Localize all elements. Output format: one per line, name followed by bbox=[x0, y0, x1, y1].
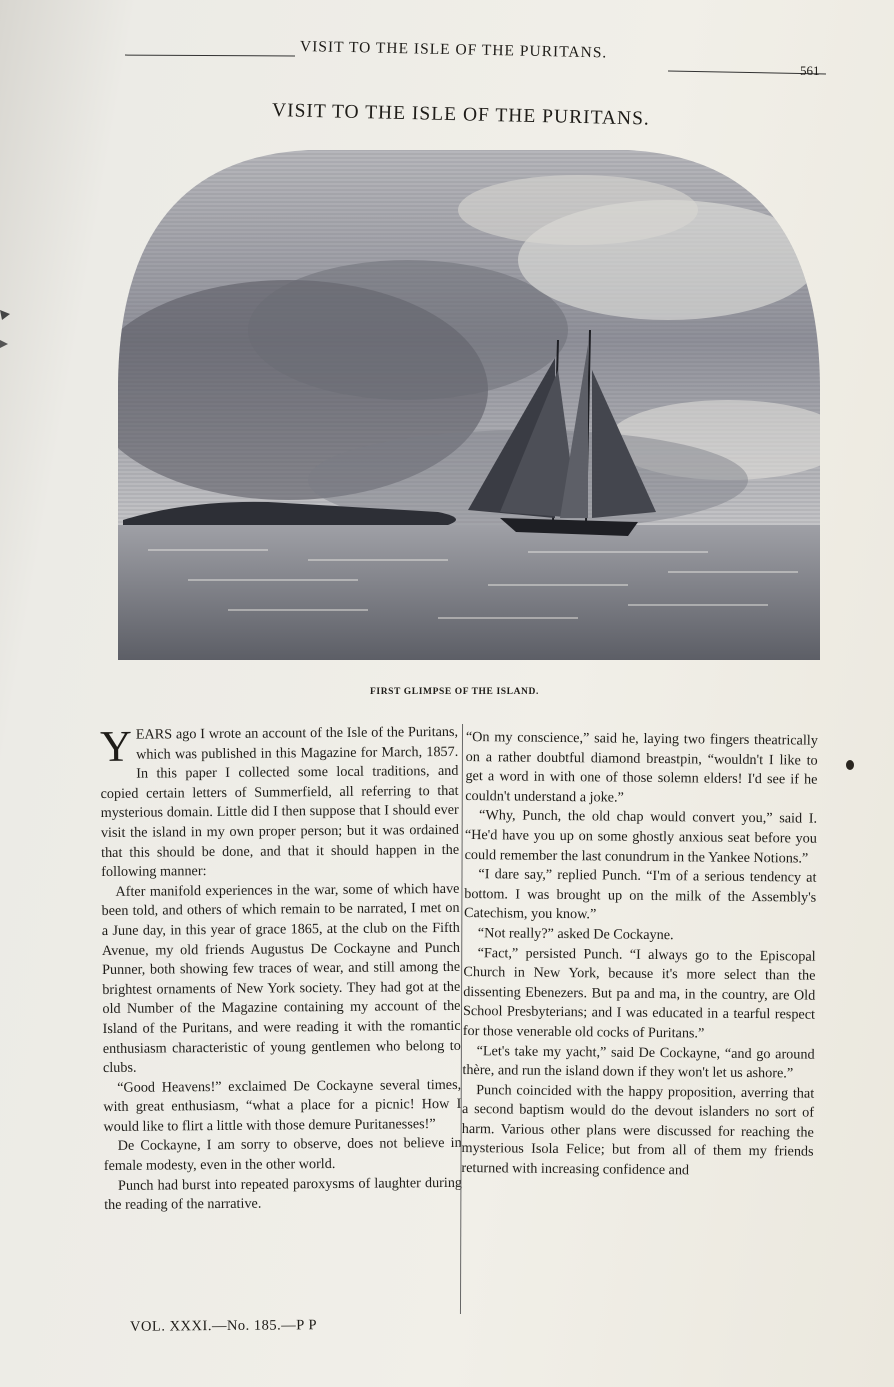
paragraph: “Good Heavens!” exclaimed De Cockayne several times, with great enthusiasm, “what a place for a picnic! How I would like to flirt a little with those demure Puritanesses!” bbox=[103, 1076, 462, 1135]
article-title: VISIT TO THE ISLE OF THE PURITANS. bbox=[271, 100, 651, 130]
paragraph: “Let's take my yacht,” said De Cockayne, “and go around thère, and run the island down if they won't let us ashore.” bbox=[462, 1042, 815, 1082]
paragraph: “Fact,” persisted Punch. “I always go to the Episcopal Church in New York, because it's more select than the dissenting Ebenezers. But pa and ma, in the country, are Old School Presbyterians; and I was educated in a tearful respect for those venerable old cocks of Puritans.” bbox=[462, 944, 816, 1042]
paragraph: YEARS ago I wrote an account of the Isle of the Puritans, which was published in this Magazine for March, 1857. In this paper I collected some local traditions, and copied certain letters of Summerfield, all referring to that mysterious domain. Little did I then suppose that I should ever visit the island in my own proper person; but it was ordained that this should be done, and that it should happen in the following manner: bbox=[99, 721, 460, 881]
ship-engraving-illustration bbox=[108, 140, 830, 675]
left-text-column bbox=[100, 723, 462, 1216]
running-head: VISIT TO THE ISLE OF THE PURITANS. bbox=[299, 38, 608, 62]
drop-cap: Y bbox=[99, 721, 133, 771]
paragraph: “Why, Punch, the old chap would convert you,” said I. “He'd have you up on some ghostly anxious seat before you could remember the last conundrum in the Yankee Notions.” bbox=[464, 807, 818, 867]
paragraph: After manifold experiences in the war, some of which have been told, and others of which remain to be narrated, I met on a June day, in this year of grace 1865, at the club on the Fifth Avenue, my old friends Augustus De Cockayne and Punch Punner, both showing few traces of wear, and still among the brightest ornaments of New York society. They had got at the old Number of the Magazine containing my account of the Island of the Puritans, and were reading it with the romantic enthusiasm characteristic of young gentlemen who belong to clubs. bbox=[101, 880, 461, 1077]
paragraph: Punch had burst into repeated paroxysms of laughter during the reading of the narrative. bbox=[104, 1174, 463, 1214]
paragraph: De Cockayne, I am sorry to observe, does not believe in female modesty, even in the other world. bbox=[103, 1135, 462, 1175]
paragraph: “I dare say,” replied Punch. “I'm of a serious tendency at bottom. I was brought up on the milk of the Assembly's Catechism, you know.” bbox=[463, 866, 817, 923]
paragraph: “On my conscience,” said he, laying two fingers theatrically on a rather doubtful diamond breastpin, “wouldn't I like to get a word in with one of those solemn elders! I'd see if he couldn't understand a joke.” bbox=[465, 728, 818, 806]
paragraph: “Not really?” asked De Cockayne. bbox=[477, 925, 674, 944]
ink-blot bbox=[846, 760, 854, 770]
paragraph: Punch coincided with the happy proposition, averring that a second baptism would do the devout islanders no sort of harm. Various other plans were discussed for reaching the mysterious Isola Felice; but from all of them my friends returned with increasing confidence and bbox=[461, 1081, 815, 1179]
right-text-column bbox=[461, 728, 818, 1182]
page-number: 561 bbox=[800, 63, 820, 78]
signature-line: VOL. XXXI.—No. 185.—P P bbox=[129, 1317, 318, 1335]
header-rule-left bbox=[125, 55, 295, 57]
binding-mark-icon bbox=[0, 300, 20, 360]
illustration-caption: FIRST GLIMPSE OF THE ISLAND. bbox=[370, 687, 539, 697]
